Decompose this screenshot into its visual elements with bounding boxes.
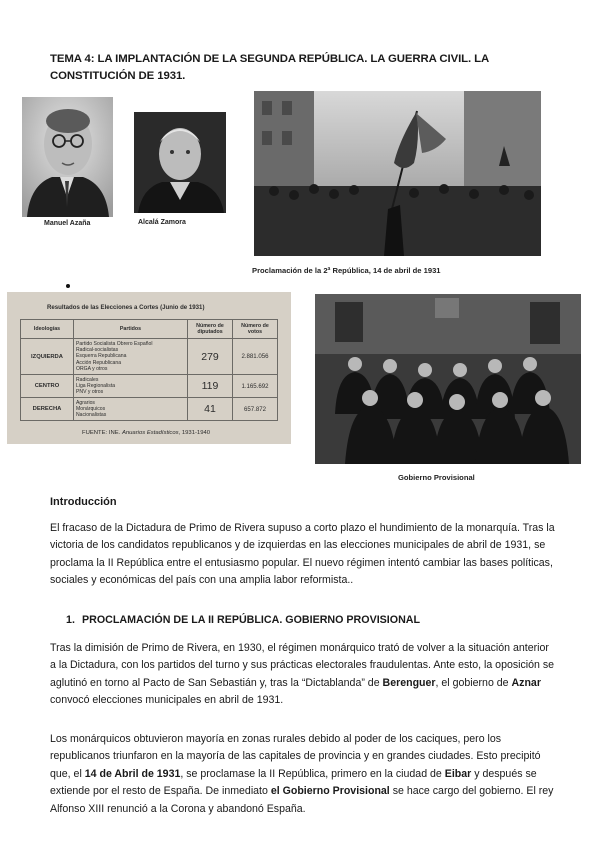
zamora-caption: Alcalá Zamora <box>138 219 186 226</box>
col-header-votes: Número de votos <box>233 320 278 339</box>
section-1-paragraph-2: Los monárquicos obtuvieron mayoría en zonas rurales debido al poder de los caciques, pero los republicanos triunfaron en la mayoría de las capitales de provincia y en grandes ciudades. Esto precipitó que, el 14 de Abril de 1931, se proclamase la II República, primero en la ciudad de Eibar y después se extiende por el resto de España. De inmediato el Gobierno Provisional se hace cargo del gobierno. El rey Alfonso XIII renunció a la Corona y abandonó España. <box>50 733 554 815</box>
col-header-ideology: Ideologías <box>21 320 74 339</box>
parties-cell: Partido Socialista Obrero Español Radical-socialistas Esquerra Republicana Acción Republicana ORGA y otros <box>74 339 188 375</box>
azana-caption: Manuel Azaña <box>44 220 91 227</box>
ideology-cell: CENTRO <box>21 375 74 398</box>
table-row <box>21 375 278 398</box>
table-row <box>21 339 278 375</box>
seats-cell: 41 <box>188 398 233 421</box>
election-results-table <box>20 319 278 421</box>
table-row <box>21 398 278 421</box>
proclamation-caption: Proclamación de la 2ª República, 14 de abril de 1931 <box>252 266 441 275</box>
table-source: FUENTE: INE. Anuarios Estadísticos, 1931-1940 <box>82 430 211 436</box>
election-results-card <box>7 292 291 444</box>
azana-portrait <box>22 97 113 217</box>
intro-paragraph: El fracaso de la Dictadura de Primo de Rivera supuso a corto plazo el hundimiento de la monarquía. Tras la victoria de los candidatos republicanos y de izquierdas en las elecciones municipales de abril de 1931, se proclama la II República entre el entusiasmo popular. El nuevo régimen intentó cambiar las bases políticas, sociales y económicas del país con una amplia labor reformista.. <box>50 522 555 587</box>
provisional-government-caption: Gobierno Provisional <box>398 473 475 482</box>
votes-cell: 657.872 <box>233 398 278 421</box>
proclamation-photo <box>254 91 541 256</box>
page-title: TEMA 4: LA IMPLANTACIÓN DE LA SEGUNDA REPÚBLICA. LA GUERRA CIVIL. LA CONSTITUCIÓN DE 1931. <box>50 53 489 82</box>
votes-cell: 2.881.056 <box>233 339 278 375</box>
col-header-parties: Partidos <box>74 320 188 339</box>
parties-cell: Agrarios Monárquicos Nacionalistas <box>74 398 188 421</box>
seats-cell: 279 <box>188 339 233 375</box>
ideology-cell: IZQUIERDA <box>21 339 74 375</box>
ideology-cell: DERECHA <box>21 398 74 421</box>
provisional-government-photo <box>315 294 581 464</box>
section-1-paragraph-1: Tras la dimisión de Primo de Rivera, en 1930, el régimen monárquico trató de volver a la situación anterior a la Dictadura, con los partidos del turno y sus prácticas electorales fraudulentas. Ante esto, la oposición se aglutinó en torno al Pacto de San Sebastián y, tras la “Dictablanda” de Berenguer, el gobierno de Aznar convocó elecciones municipales en abril de 1931. <box>50 642 555 707</box>
seats-cell: 119 <box>188 375 233 398</box>
section-1-heading: 1. PROCLAMACIÓN DE LA II REPÚBLICA. GOBIERNO PROVISIONAL <box>66 614 421 626</box>
parties-cell: Radicales Liga Regionalista PNV y otros <box>74 375 188 398</box>
election-table-title: Resultados de las Elecciones a Cortes (Junio de 1931) <box>47 304 205 311</box>
votes-cell: 1.165.692 <box>233 375 278 398</box>
list-bullet <box>66 284 70 288</box>
intro-heading: Introducción <box>50 496 117 508</box>
col-header-seats: Número de diputados <box>188 320 233 339</box>
zamora-portrait <box>134 112 226 213</box>
